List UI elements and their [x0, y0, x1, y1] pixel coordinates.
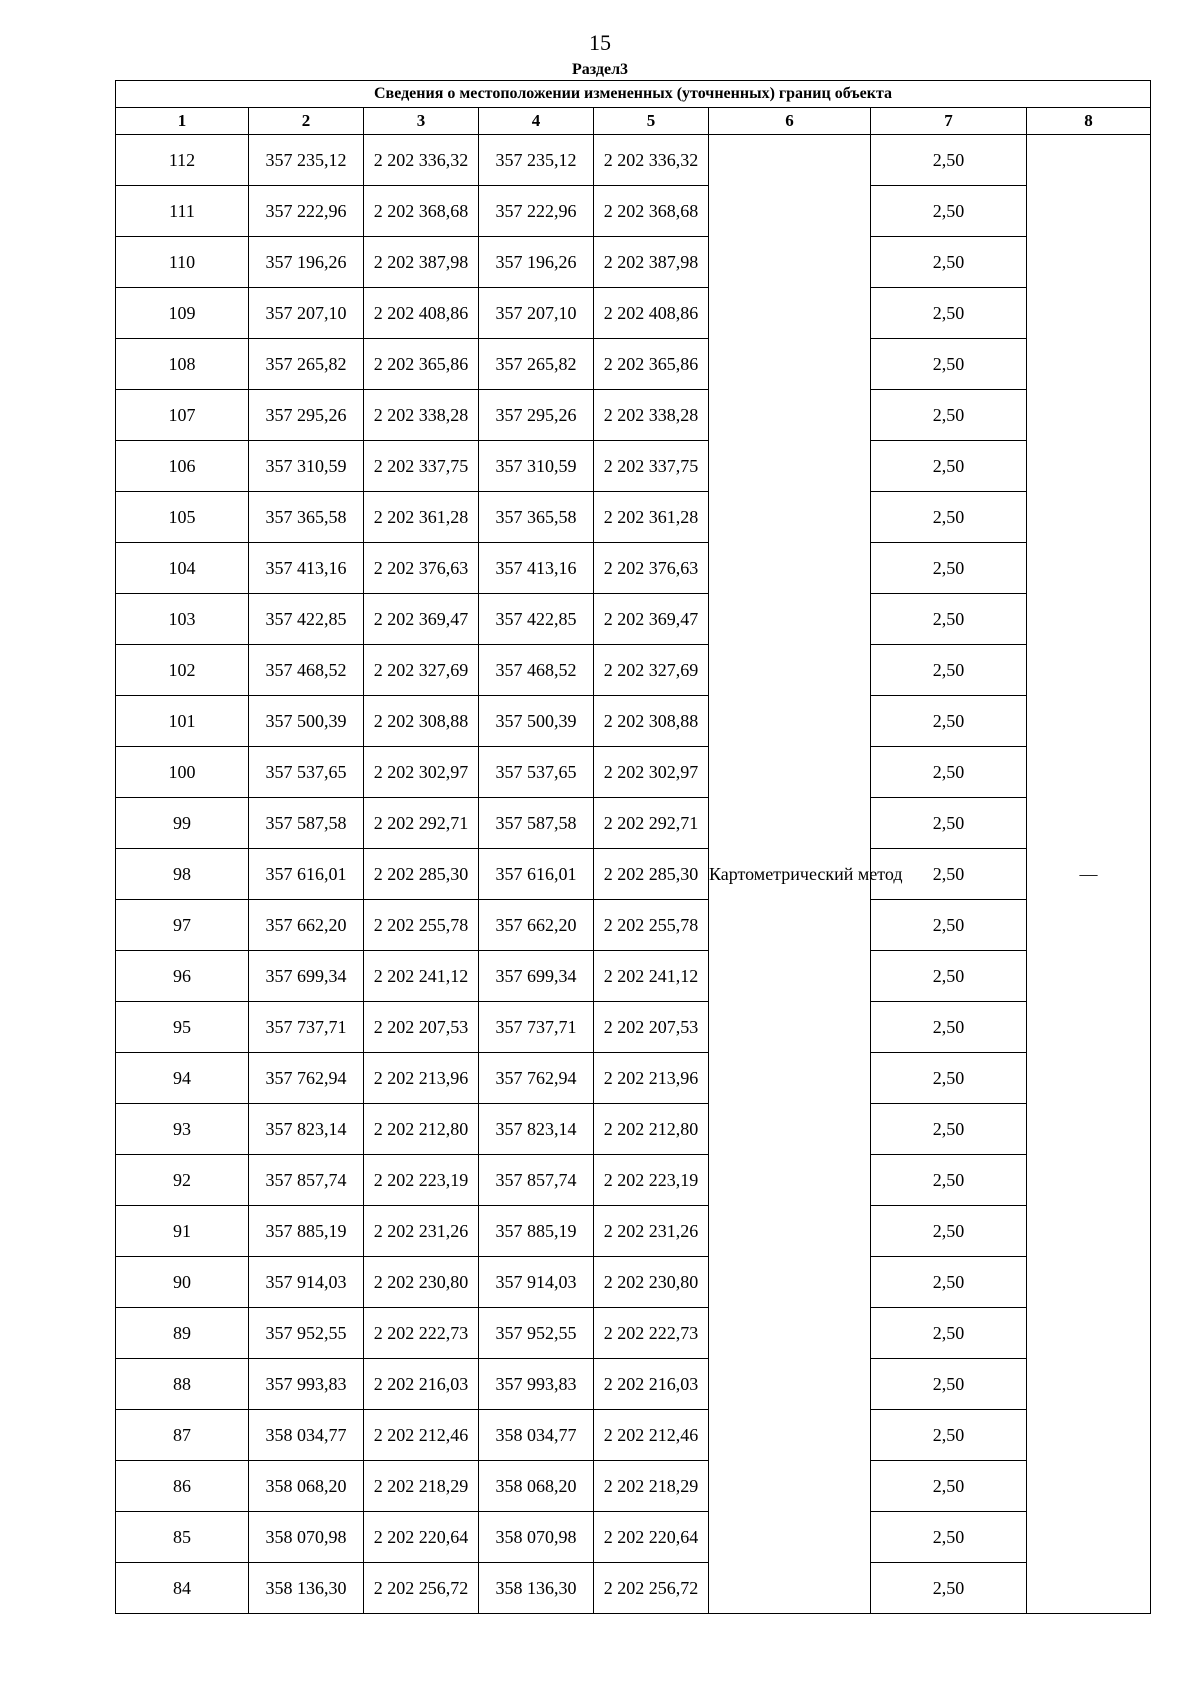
x-new-cell: 357 914,03	[479, 1257, 594, 1308]
accuracy-cell: 2,50	[871, 135, 1027, 186]
point-number-cell: 85	[116, 1512, 249, 1563]
table-row	[116, 1053, 1151, 1104]
point-number-cell: 92	[116, 1155, 249, 1206]
point-number-cell: 90	[116, 1257, 249, 1308]
table-row	[116, 1206, 1151, 1257]
point-number-cell: 109	[116, 288, 249, 339]
y-new-cell: 2 202 223,19	[594, 1155, 709, 1206]
y-new-cell: 2 202 255,78	[594, 900, 709, 951]
point-number-cell: 94	[116, 1053, 249, 1104]
y-old-cell: 2 202 387,98	[364, 237, 479, 288]
x-new-cell: 357 857,74	[479, 1155, 594, 1206]
table-row	[116, 1512, 1151, 1563]
x-old-cell: 357 857,74	[249, 1155, 364, 1206]
x-new-cell: 357 196,26	[479, 237, 594, 288]
y-old-cell: 2 202 369,47	[364, 594, 479, 645]
accuracy-cell: 2,50	[871, 1206, 1027, 1257]
table-row	[116, 492, 1151, 543]
y-old-cell: 2 202 302,97	[364, 747, 479, 798]
x-old-cell: 357 468,52	[249, 645, 364, 696]
x-new-cell: 358 034,77	[479, 1410, 594, 1461]
table-row	[116, 645, 1151, 696]
point-number-cell: 108	[116, 339, 249, 390]
x-new-cell: 357 952,55	[479, 1308, 594, 1359]
accuracy-cell: 2,50	[871, 1308, 1027, 1359]
point-number-cell: 101	[116, 696, 249, 747]
y-old-cell: 2 202 207,53	[364, 1002, 479, 1053]
y-old-cell: 2 202 230,80	[364, 1257, 479, 1308]
x-old-cell: 357 196,26	[249, 237, 364, 288]
y-old-cell: 2 202 212,80	[364, 1104, 479, 1155]
table-row	[116, 441, 1151, 492]
x-old-cell: 357 235,12	[249, 135, 364, 186]
point-number-cell: 100	[116, 747, 249, 798]
table-row	[116, 696, 1151, 747]
y-old-cell: 2 202 365,86	[364, 339, 479, 390]
table-row	[116, 1257, 1151, 1308]
accuracy-cell: 2,50	[871, 288, 1027, 339]
column-header: 1	[116, 108, 249, 135]
x-new-cell: 357 468,52	[479, 645, 594, 696]
accuracy-cell: 2,50	[871, 1461, 1027, 1512]
point-number-cell: 96	[116, 951, 249, 1002]
x-old-cell: 357 952,55	[249, 1308, 364, 1359]
column-header: 2	[249, 108, 364, 135]
x-new-cell: 357 616,01	[479, 849, 594, 900]
x-new-cell: 358 136,30	[479, 1563, 594, 1614]
y-old-cell: 2 202 222,73	[364, 1308, 479, 1359]
accuracy-cell: 2,50	[871, 186, 1027, 237]
table-row	[116, 1104, 1151, 1155]
x-old-cell: 357 207,10	[249, 288, 364, 339]
y-old-cell: 2 202 408,86	[364, 288, 479, 339]
method-cell: Картометрический метод	[709, 135, 871, 1614]
table-row	[116, 747, 1151, 798]
page-number: 15	[589, 30, 611, 55]
point-number-cell: 110	[116, 237, 249, 288]
table-row	[116, 951, 1151, 1002]
boundary-coordinates-table	[115, 80, 1151, 1614]
point-number-cell: 105	[116, 492, 249, 543]
point-number-cell: 88	[116, 1359, 249, 1410]
x-old-cell: 357 616,01	[249, 849, 364, 900]
x-old-cell: 357 310,59	[249, 441, 364, 492]
table-body	[116, 135, 1151, 1614]
x-old-cell: 357 500,39	[249, 696, 364, 747]
y-old-cell: 2 202 292,71	[364, 798, 479, 849]
y-new-cell: 2 202 241,12	[594, 951, 709, 1002]
y-old-cell: 2 202 337,75	[364, 441, 479, 492]
y-new-cell: 2 202 336,32	[594, 135, 709, 186]
y-old-cell: 2 202 220,64	[364, 1512, 479, 1563]
accuracy-cell: 2,50	[871, 492, 1027, 543]
x-new-cell: 358 070,98	[479, 1512, 594, 1563]
y-old-cell: 2 202 212,46	[364, 1410, 479, 1461]
table-row	[116, 390, 1151, 441]
accuracy-cell: 2,50	[871, 1359, 1027, 1410]
x-new-cell: 357 365,58	[479, 492, 594, 543]
x-new-cell: 357 222,96	[479, 186, 594, 237]
x-new-cell: 357 265,82	[479, 339, 594, 390]
y-old-cell: 2 202 308,88	[364, 696, 479, 747]
accuracy-cell: 2,50	[871, 1053, 1027, 1104]
y-old-cell: 2 202 256,72	[364, 1563, 479, 1614]
x-new-cell: 357 537,65	[479, 747, 594, 798]
x-new-cell: 357 699,34	[479, 951, 594, 1002]
accuracy-cell: 2,50	[871, 849, 1027, 900]
y-old-cell: 2 202 255,78	[364, 900, 479, 951]
accuracy-cell: 2,50	[871, 1155, 1027, 1206]
point-number-cell: 91	[116, 1206, 249, 1257]
x-new-cell: 357 310,59	[479, 441, 594, 492]
accuracy-cell: 2,50	[871, 543, 1027, 594]
y-new-cell: 2 202 368,68	[594, 186, 709, 237]
y-new-cell: 2 202 212,46	[594, 1410, 709, 1461]
y-new-cell: 2 202 231,26	[594, 1206, 709, 1257]
accuracy-cell: 2,50	[871, 747, 1027, 798]
table-row	[116, 1563, 1151, 1614]
y-new-cell: 2 202 337,75	[594, 441, 709, 492]
x-new-cell: 357 207,10	[479, 288, 594, 339]
x-new-cell: 357 993,83	[479, 1359, 594, 1410]
x-old-cell: 357 823,14	[249, 1104, 364, 1155]
table-row	[116, 543, 1151, 594]
point-number-cell: 99	[116, 798, 249, 849]
y-new-cell: 2 202 369,47	[594, 594, 709, 645]
x-old-cell: 357 993,83	[249, 1359, 364, 1410]
x-old-cell: 357 413,16	[249, 543, 364, 594]
table-row	[116, 339, 1151, 390]
y-new-cell: 2 202 207,53	[594, 1002, 709, 1053]
y-old-cell: 2 202 241,12	[364, 951, 479, 1002]
point-number-cell: 89	[116, 1308, 249, 1359]
table-row	[116, 288, 1151, 339]
y-new-cell: 2 202 327,69	[594, 645, 709, 696]
y-old-cell: 2 202 368,68	[364, 186, 479, 237]
accuracy-cell: 2,50	[871, 1104, 1027, 1155]
section-title: Раздел3	[571, 61, 629, 78]
y-new-cell: 2 202 220,64	[594, 1512, 709, 1563]
y-new-cell: 2 202 216,03	[594, 1359, 709, 1410]
y-new-cell: 2 202 302,97	[594, 747, 709, 798]
x-new-cell: 357 885,19	[479, 1206, 594, 1257]
point-number-cell: 102	[116, 645, 249, 696]
column-header: 8	[1027, 108, 1151, 135]
column-header: 6	[709, 108, 871, 135]
table-row	[116, 1359, 1151, 1410]
accuracy-cell: 2,50	[871, 951, 1027, 1002]
x-old-cell: 358 068,20	[249, 1461, 364, 1512]
column-header: 7	[871, 108, 1027, 135]
x-old-cell: 357 422,85	[249, 594, 364, 645]
x-old-cell: 357 885,19	[249, 1206, 364, 1257]
table-row	[116, 1410, 1151, 1461]
x-old-cell: 357 537,65	[249, 747, 364, 798]
y-old-cell: 2 202 285,30	[364, 849, 479, 900]
table-row	[116, 237, 1151, 288]
table-row	[116, 1461, 1151, 1512]
accuracy-cell: 2,50	[871, 900, 1027, 951]
table-row	[116, 798, 1151, 849]
accuracy-cell: 2,50	[871, 696, 1027, 747]
y-new-cell: 2 202 365,86	[594, 339, 709, 390]
point-number-cell: 107	[116, 390, 249, 441]
point-number-cell: 95	[116, 1002, 249, 1053]
y-old-cell: 2 202 376,63	[364, 543, 479, 594]
x-new-cell: 357 235,12	[479, 135, 594, 186]
point-number-cell: 106	[116, 441, 249, 492]
y-old-cell: 2 202 231,26	[364, 1206, 479, 1257]
x-old-cell: 357 914,03	[249, 1257, 364, 1308]
accuracy-cell: 2,50	[871, 1002, 1027, 1053]
y-new-cell: 2 202 222,73	[594, 1308, 709, 1359]
point-number-cell: 93	[116, 1104, 249, 1155]
y-old-cell: 2 202 327,69	[364, 645, 479, 696]
accuracy-cell: 2,50	[871, 339, 1027, 390]
accuracy-cell: 2,50	[871, 1410, 1027, 1461]
x-new-cell: 357 823,14	[479, 1104, 594, 1155]
y-old-cell: 2 202 218,29	[364, 1461, 479, 1512]
point-number-cell: 97	[116, 900, 249, 951]
y-new-cell: 2 202 308,88	[594, 696, 709, 747]
x-new-cell: 357 662,20	[479, 900, 594, 951]
table-row	[116, 1308, 1151, 1359]
column-header: 4	[479, 108, 594, 135]
point-number-cell: 98	[116, 849, 249, 900]
x-old-cell: 357 662,20	[249, 900, 364, 951]
x-old-cell: 357 762,94	[249, 1053, 364, 1104]
x-new-cell: 357 413,16	[479, 543, 594, 594]
x-old-cell: 357 222,96	[249, 186, 364, 237]
y-old-cell: 2 202 213,96	[364, 1053, 479, 1104]
accuracy-cell: 2,50	[871, 594, 1027, 645]
accuracy-cell: 2,50	[871, 390, 1027, 441]
column-number-row	[116, 108, 1151, 135]
y-new-cell: 2 202 256,72	[594, 1563, 709, 1614]
accuracy-cell: 2,50	[871, 1563, 1027, 1614]
y-new-cell: 2 202 285,30	[594, 849, 709, 900]
y-new-cell: 2 202 218,29	[594, 1461, 709, 1512]
x-old-cell: 357 737,71	[249, 1002, 364, 1053]
x-new-cell: 358 068,20	[479, 1461, 594, 1512]
y-new-cell: 2 202 213,96	[594, 1053, 709, 1104]
y-old-cell: 2 202 216,03	[364, 1359, 479, 1410]
x-old-cell: 357 295,26	[249, 390, 364, 441]
table-row	[116, 849, 1151, 900]
point-number-cell: 84	[116, 1563, 249, 1614]
table-row	[116, 1002, 1151, 1053]
x-old-cell: 357 265,82	[249, 339, 364, 390]
accuracy-cell: 2,50	[871, 645, 1027, 696]
column-header: 5	[594, 108, 709, 135]
y-new-cell: 2 202 338,28	[594, 390, 709, 441]
table-row	[116, 186, 1151, 237]
x-old-cell: 358 136,30	[249, 1563, 364, 1614]
y-new-cell: 2 202 230,80	[594, 1257, 709, 1308]
y-old-cell: 2 202 336,32	[364, 135, 479, 186]
y-new-cell: 2 202 292,71	[594, 798, 709, 849]
x-new-cell: 357 422,85	[479, 594, 594, 645]
accuracy-cell: 2,50	[871, 1512, 1027, 1563]
y-old-cell: 2 202 338,28	[364, 390, 479, 441]
x-old-cell: 358 070,98	[249, 1512, 364, 1563]
point-number-cell: 86	[116, 1461, 249, 1512]
accuracy-cell: 2,50	[871, 441, 1027, 492]
point-number-cell: 87	[116, 1410, 249, 1461]
y-old-cell: 2 202 223,19	[364, 1155, 479, 1206]
x-new-cell: 357 500,39	[479, 696, 594, 747]
point-number-cell: 112	[116, 135, 249, 186]
y-new-cell: 2 202 376,63	[594, 543, 709, 594]
x-old-cell: 357 699,34	[249, 951, 364, 1002]
point-number-cell: 103	[116, 594, 249, 645]
table-row	[116, 135, 1151, 186]
x-new-cell: 357 762,94	[479, 1053, 594, 1104]
y-new-cell: 2 202 212,80	[594, 1104, 709, 1155]
accuracy-cell: 2,50	[871, 798, 1027, 849]
y-new-cell: 2 202 361,28	[594, 492, 709, 543]
table-caption: Сведения о местоположении измененных (уточненных) границ объекта	[116, 81, 1151, 108]
y-new-cell: 2 202 408,86	[594, 288, 709, 339]
accuracy-cell: 2,50	[871, 1257, 1027, 1308]
note-cell: —	[1027, 135, 1151, 1614]
x-old-cell: 357 587,58	[249, 798, 364, 849]
x-new-cell: 357 587,58	[479, 798, 594, 849]
y-new-cell: 2 202 387,98	[594, 237, 709, 288]
point-number-cell: 104	[116, 543, 249, 594]
x-new-cell: 357 737,71	[479, 1002, 594, 1053]
x-old-cell: 358 034,77	[249, 1410, 364, 1461]
table-row	[116, 594, 1151, 645]
x-new-cell: 357 295,26	[479, 390, 594, 441]
accuracy-cell: 2,50	[871, 237, 1027, 288]
table-row	[116, 900, 1151, 951]
table-row	[116, 1155, 1151, 1206]
x-old-cell: 357 365,58	[249, 492, 364, 543]
point-number-cell: 111	[116, 186, 249, 237]
y-old-cell: 2 202 361,28	[364, 492, 479, 543]
column-header: 3	[364, 108, 479, 135]
